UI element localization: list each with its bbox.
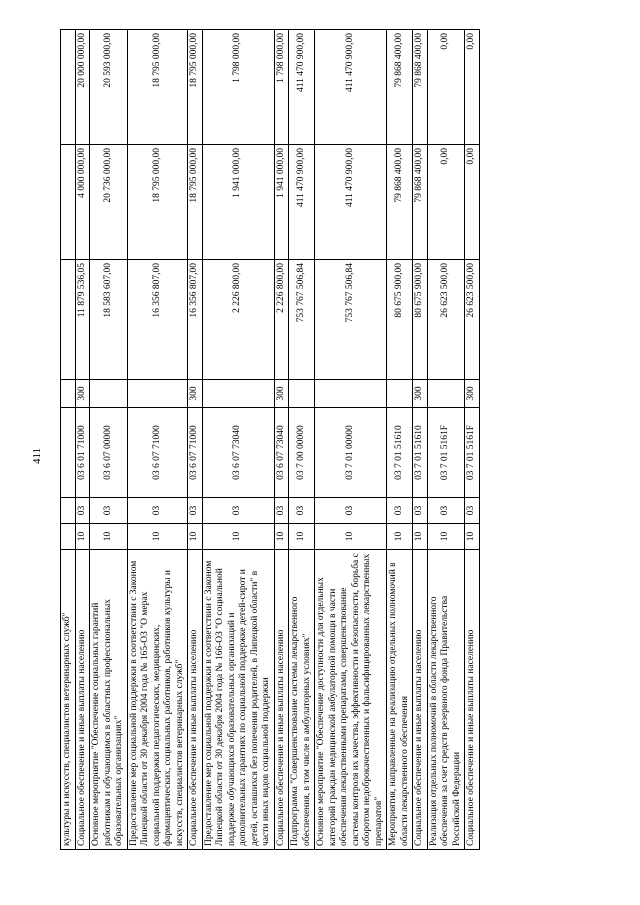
cell-amount-3: 0,00 — [465, 30, 480, 145]
cell-target-article: 03 7 01 5161F — [465, 408, 480, 498]
cell-expense-type — [315, 380, 387, 408]
cell-name: культуры и искусств, специалистов ветеринарных служб" — [61, 550, 76, 850]
cell-section: 10 — [90, 524, 128, 550]
cell-expense-type — [289, 380, 315, 408]
cell-amount-1: 26 623 500,00 — [427, 260, 465, 380]
cell-name: Основное мероприятие "Обеспечение доступности для отдельных категорий граждан медицинской амбулаторной помощи в части обеспечения лекарственными препаратами, совершенствование системы контроля их качества, эффективности и безопасности, борьба с оборотом недоброкачественных и фальсифицированных лекарственных препаратов" — [315, 550, 387, 850]
cell-section: 10 — [427, 524, 465, 550]
cell-expense-type — [202, 380, 274, 408]
cell-expense-type: 300 — [413, 380, 428, 408]
cell-expense-type — [90, 380, 128, 408]
cell-name: Социальное обеспечение и иные выплаты населению — [465, 550, 480, 850]
table-row — [387, 30, 413, 850]
cell-amount-2: 79 868 400,00 — [387, 145, 413, 260]
cell-amount-2: 18 795 000,00 — [127, 145, 188, 260]
cell-target-article: 03 6 01 71000 — [75, 408, 90, 498]
cell-section: 10 — [274, 524, 289, 550]
cell-subsection: 03 — [188, 498, 203, 524]
cell-amount-1: 18 583 607,00 — [90, 260, 128, 380]
budget-table-body — [61, 30, 480, 850]
cell-amount-2: 4 000 000,00 — [75, 145, 90, 260]
cell-amount-2: 411 470 900,00 — [289, 145, 315, 260]
cell-subsection: 03 — [127, 498, 188, 524]
table-row — [61, 30, 76, 850]
cell-amount-1: 80 675 900,00 — [413, 260, 428, 380]
table-row — [274, 30, 289, 850]
cell-amount-1 — [61, 260, 76, 380]
cell-subsection: 03 — [202, 498, 274, 524]
budget-table-container — [60, 30, 630, 850]
table-row — [75, 30, 90, 850]
cell-target-article — [61, 408, 76, 498]
cell-expense-type — [427, 380, 465, 408]
cell-amount-3: 79 868 400,00 — [387, 30, 413, 145]
cell-expense-type: 300 — [188, 380, 203, 408]
cell-section: 10 — [413, 524, 428, 550]
cell-amount-3: 18 795 000,00 — [188, 30, 203, 145]
cell-name: Предоставление мер социальной поддержки в соответствии с Законом Липецкой области от 30 декабря 2004 года № 165-ОЗ "О мерах социальной поддержки педагогических, медицинских, фармацевтических, социальных работников, работников культуры и искусств, специалистов ветеринарных служб" — [127, 550, 188, 850]
cell-name: Социальное обеспечение и иные выплаты населению — [75, 550, 90, 850]
cell-subsection: 03 — [465, 498, 480, 524]
cell-amount-2: 1 941 000,00 — [202, 145, 274, 260]
cell-amount-1: 16 356 807,00 — [188, 260, 203, 380]
cell-amount-3: 18 795 000,00 — [127, 30, 188, 145]
cell-subsection — [61, 498, 76, 524]
cell-amount-3: 20 000 000,00 — [75, 30, 90, 145]
cell-target-article: 03 7 01 51610 — [413, 408, 428, 498]
cell-section: 10 — [75, 524, 90, 550]
table-row — [90, 30, 128, 850]
cell-expense-type: 300 — [75, 380, 90, 408]
cell-amount-2: 20 736 000,00 — [90, 145, 128, 260]
cell-amount-1: 753 767 506,84 — [315, 260, 387, 380]
table-row — [427, 30, 465, 850]
cell-section: 10 — [202, 524, 274, 550]
cell-amount-3: 411 470 900,00 — [315, 30, 387, 145]
cell-target-article: 03 6 07 71000 — [127, 408, 188, 498]
cell-target-article: 03 7 01 5161F — [427, 408, 465, 498]
cell-amount-3: 79 868 400,00 — [413, 30, 428, 145]
cell-name: Подпрограмма "Совершенствование системы лекарственного обеспечения, в том числе в амбулаторных условиях" — [289, 550, 315, 850]
cell-amount-1: 80 675 900,00 — [387, 260, 413, 380]
cell-amount-1: 2 226 800,00 — [274, 260, 289, 380]
cell-section — [61, 524, 76, 550]
table-row — [413, 30, 428, 850]
cell-subsection: 03 — [413, 498, 428, 524]
cell-amount-3: 0,00 — [427, 30, 465, 145]
cell-section: 10 — [387, 524, 413, 550]
cell-expense-type: 300 — [465, 380, 480, 408]
cell-amount-1: 16 356 807,00 — [127, 260, 188, 380]
cell-target-article: 03 6 07 00000 — [90, 408, 128, 498]
cell-subsection: 03 — [427, 498, 465, 524]
cell-amount-3: 1 798 000,00 — [202, 30, 274, 145]
cell-amount-1: 11 879 536,05 — [75, 260, 90, 380]
budget-table — [60, 29, 480, 850]
cell-subsection: 03 — [315, 498, 387, 524]
cell-amount-2: 79 868 400,00 — [413, 145, 428, 260]
cell-target-article: 03 6 07 73040 — [202, 408, 274, 498]
cell-amount-1: 753 767 506,84 — [289, 260, 315, 380]
cell-section: 10 — [315, 524, 387, 550]
cell-amount-2: 0,00 — [465, 145, 480, 260]
cell-section: 10 — [188, 524, 203, 550]
cell-name: Предоставление мер социальной поддержки в соответствии с Законом Липецкой области от 30 декабря 2004 года № 166-ОЗ "О социальной поддержке обучающихся образовательных организаций и дополнительных гарантиях по социальной поддержке детей-сирот и детей, оставшихся без попечения родителей, в Липецкой области" в части иных видов социальной поддержки — [202, 550, 274, 850]
cell-section: 10 — [465, 524, 480, 550]
table-row — [315, 30, 387, 850]
cell-amount-3: 411 470 900,00 — [289, 30, 315, 145]
cell-section: 10 — [127, 524, 188, 550]
cell-expense-type — [387, 380, 413, 408]
cell-amount-3: 20 593 000,00 — [90, 30, 128, 145]
cell-amount-2 — [61, 145, 76, 260]
cell-name: Реализация отдельных полномочий в области лекарственного обеспечения за счет средств резервного фонда Правительства Российской Федерации — [427, 550, 465, 850]
table-row — [465, 30, 480, 850]
cell-name: Социальное обеспечение и иные выплаты населению — [274, 550, 289, 850]
table-row — [202, 30, 274, 850]
table-row — [289, 30, 315, 850]
cell-name: Основное мероприятие "Обеспечение социальных гарантий работникам и обучающимся в областных профессиональных образовательных организациях" — [90, 550, 128, 850]
cell-target-article: 03 6 07 71000 — [188, 408, 203, 498]
cell-subsection: 03 — [387, 498, 413, 524]
cell-section: 10 — [289, 524, 315, 550]
cell-expense-type — [127, 380, 188, 408]
page-number-text: 411 — [31, 447, 44, 465]
cell-name: Социальное обеспечение и иные выплаты населению — [188, 550, 203, 850]
cell-name: Мероприятия, направленные на реализацию отдельных полномочий в области лекарственного обеспечения — [387, 550, 413, 850]
cell-amount-3: 1 798 000,00 — [274, 30, 289, 145]
cell-amount-2: 0,00 — [427, 145, 465, 260]
cell-amount-1: 26 623 500,00 — [465, 260, 480, 380]
cell-amount-2: 1 941 000,00 — [274, 145, 289, 260]
cell-amount-3 — [61, 30, 76, 145]
cell-amount-1: 2 226 800,00 — [202, 260, 274, 380]
cell-expense-type — [61, 380, 76, 408]
cell-target-article: 03 7 01 00000 — [315, 408, 387, 498]
cell-expense-type: 300 — [274, 380, 289, 408]
cell-name: Социальное обеспечение и иные выплаты населению — [413, 550, 428, 850]
cell-subsection: 03 — [75, 498, 90, 524]
cell-amount-2: 411 470 900,00 — [315, 145, 387, 260]
cell-amount-2: 18 795 000,00 — [188, 145, 203, 260]
cell-target-article: 03 7 01 51610 — [387, 408, 413, 498]
cell-target-article: 03 6 07 73040 — [274, 408, 289, 498]
cell-subsection: 03 — [274, 498, 289, 524]
cell-subsection: 03 — [289, 498, 315, 524]
page-number — [31, 447, 47, 466]
table-row — [188, 30, 203, 850]
cell-subsection: 03 — [90, 498, 128, 524]
cell-target-article: 03 7 00 00000 — [289, 408, 315, 498]
table-row — [127, 30, 188, 850]
